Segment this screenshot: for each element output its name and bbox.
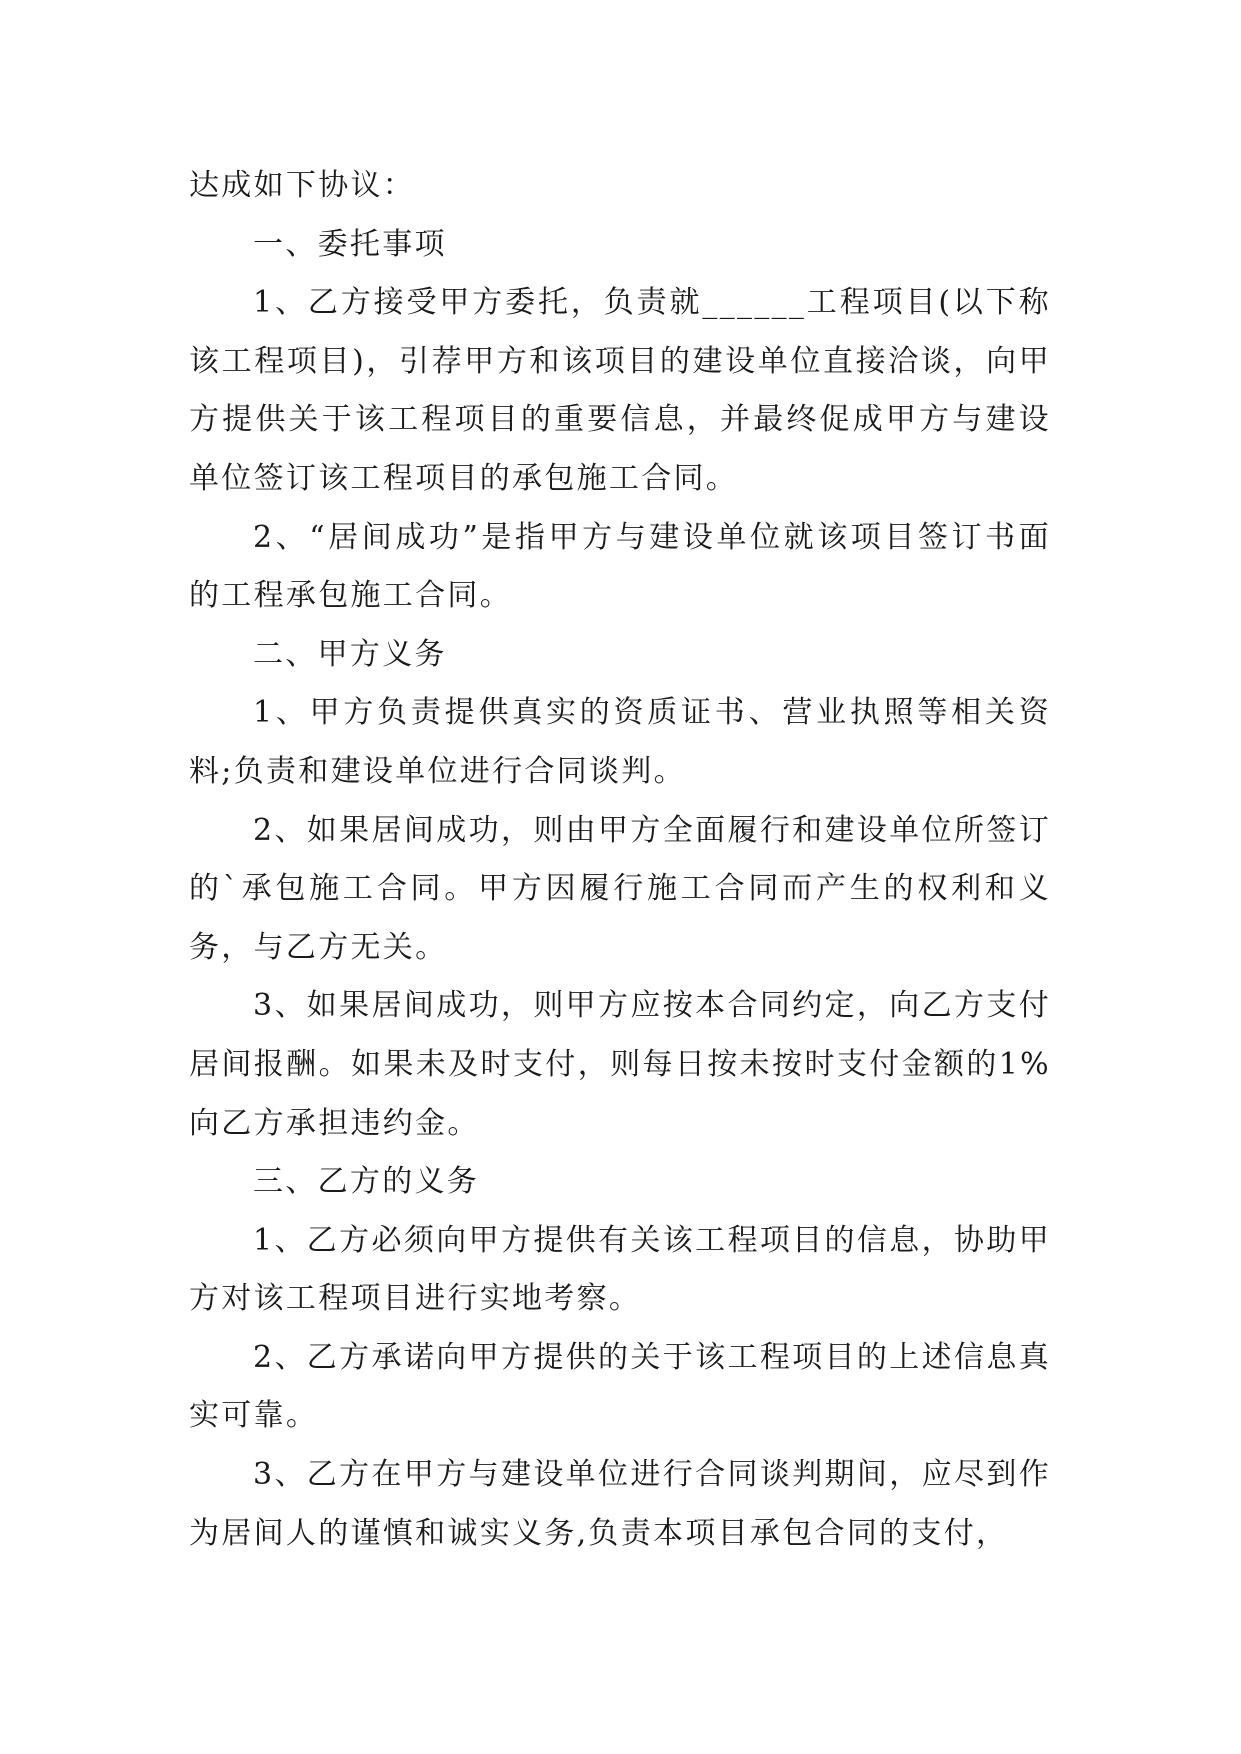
section-heading: 一、委托事项 [253,226,447,262]
paragraph: 1、甲方负责提供真实的资质证书、营业执照等相关资料;负责和建设单位进行合同谈判。 [189,695,1051,789]
paragraph: 1、乙方接受甲方委托，负责就______工程项目(以下称该工程项目)，引荐甲方和该项目的建设单位直接洽谈，向甲方提供关于该工程项目的重要信息，并最终促成甲方与建设单位签订该工程项目的承包施工合同。 [189,285,1051,496]
paragraph: 3、乙方在甲方与建设单位进行合同谈判期间，应尽到作为居间人的谨慎和诚实义务,负责本项目承包合同的支付， [189,1457,1051,1551]
section-heading: 二、甲方义务 [253,636,447,672]
section-heading: 三、乙方的义务 [253,1164,480,1200]
paragraph: 2、如果居间成功，则由甲方全面履行和建设单位所签订的`承包施工合同。甲方因履行施工合同而产生的权利和义务，与乙方无关。 [189,812,1051,965]
contract-text [189,157,1051,1563]
paragraph: 3、如果居间成功，则甲方应按本合同约定，向乙方支付居间报酬。如果未及时支付，则每日按未按时支付金额的1%向乙方承担违约金。 [189,988,1051,1141]
paragraph: 达成如下协议： [189,168,416,203]
paragraph: 2、乙方承诺向甲方提供的关于该工程项目的上述信息真实可靠。 [189,1339,1051,1434]
paragraph: 2、“居间成功”是指甲方与建设单位就该项目签订书面的工程承包施工合同。 [189,519,1051,614]
paragraph: 1、乙方必须向甲方提供有关该工程项目的信息，协助甲方对该工程项目进行实地考察。 [189,1222,1051,1317]
